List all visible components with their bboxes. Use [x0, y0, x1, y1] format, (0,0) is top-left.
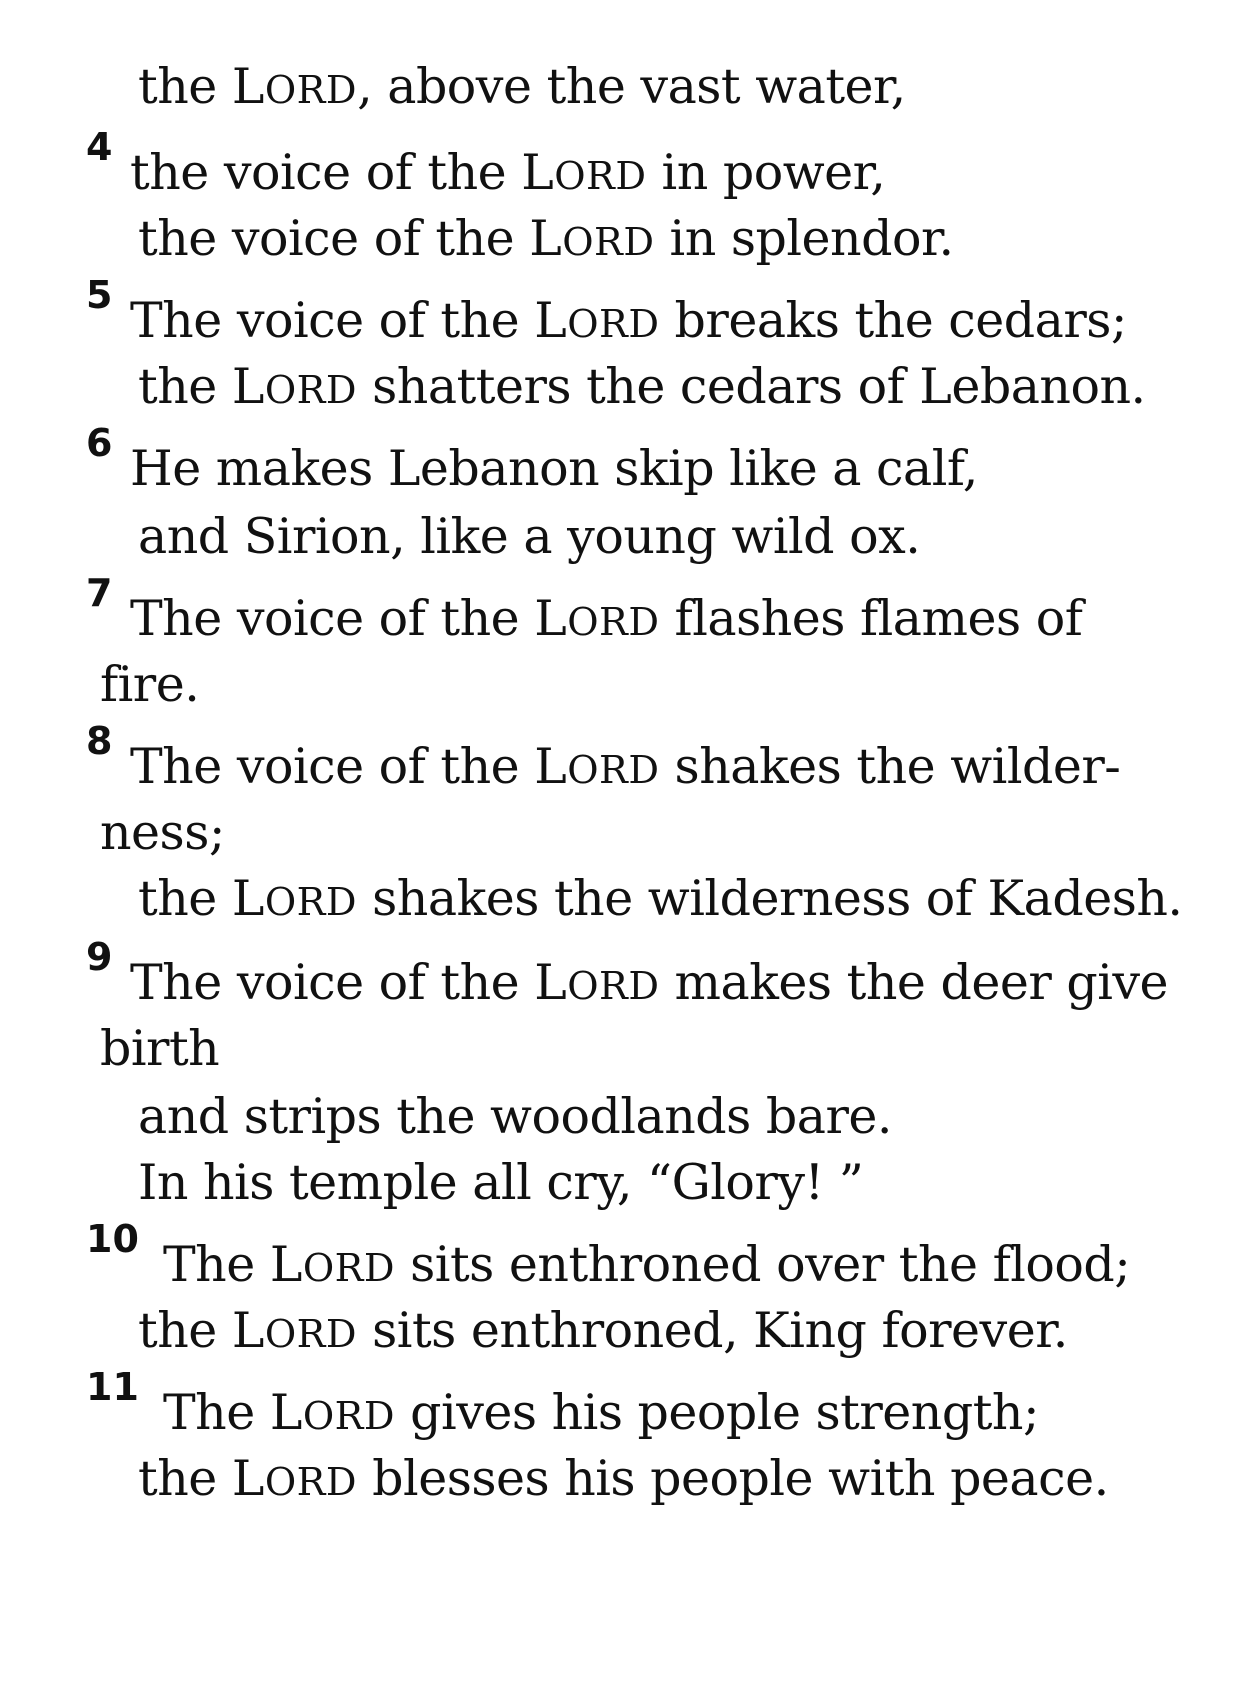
verse-number: 4: [86, 125, 113, 169]
text-fragment: fire.: [100, 656, 200, 713]
text-line: [130, 440, 978, 497]
divine-name-smallcaps: LORD: [534, 292, 660, 349]
text-fragment: makes the deer give: [659, 954, 1169, 1011]
text-fragment: breaks the cedars;: [659, 292, 1127, 349]
text-line: [138, 1154, 864, 1211]
text-fragment: the: [138, 1302, 232, 1359]
divine-name-smallcaps: LORD: [534, 590, 660, 647]
verse-number: 8: [86, 719, 113, 763]
text-fragment: The voice of the: [130, 738, 535, 795]
divine-name-smallcaps: LORD: [529, 210, 655, 267]
text-line: [138, 358, 1146, 415]
text-fragment: gives his people strength;: [395, 1384, 1039, 1441]
text-line: [138, 1302, 1068, 1359]
text-fragment: ness;: [100, 804, 225, 861]
text-line: [130, 590, 1083, 647]
verse-number: 9: [86, 935, 113, 979]
divine-name-smallcaps: LORD: [231, 1450, 358, 1507]
text-line: [130, 738, 1121, 795]
divine-name-smallcaps: LORD: [269, 1384, 396, 1441]
text-line: [130, 292, 1127, 349]
text-line: [138, 58, 906, 115]
text-line: [100, 804, 225, 861]
text-fragment: in splendor.: [654, 210, 954, 267]
text-line: [138, 870, 1183, 927]
text-fragment: birth: [100, 1020, 220, 1077]
divine-name-smallcaps: LORD: [534, 954, 660, 1011]
text-fragment: in power,: [646, 144, 886, 201]
text-fragment: The voice of the: [130, 590, 535, 647]
text-line: [138, 1450, 1109, 1507]
text-fragment: and strips the woodlands bare.: [138, 1088, 892, 1145]
text-line: [138, 1088, 892, 1145]
text-line: [130, 954, 1169, 1011]
divine-name-smallcaps: LORD: [231, 58, 358, 115]
text-fragment: the voice of the: [138, 210, 530, 267]
divine-name-smallcaps: LORD: [521, 144, 647, 201]
text-fragment: He makes Lebanon skip like a calf,: [130, 440, 978, 497]
text-fragment: shakes the wilder-: [659, 738, 1121, 795]
text-fragment: In his temple all cry, “Glory! ”: [138, 1154, 864, 1211]
text-fragment: blesses his people with peace.: [357, 1450, 1109, 1507]
text-fragment: sits enthroned, King forever.: [357, 1302, 1068, 1359]
divine-name-smallcaps: LORD: [269, 1236, 396, 1293]
divine-name-smallcaps: LORD: [231, 870, 358, 927]
text-fragment: The voice of the: [130, 954, 535, 1011]
text-fragment: The: [163, 1236, 270, 1293]
text-fragment: shatters the cedars of Lebanon.: [357, 358, 1146, 415]
text-fragment: the: [138, 58, 232, 115]
text-fragment: sits enthroned over the flood;: [395, 1236, 1131, 1293]
text-fragment: and Sirion, like a young wild ox.: [138, 508, 921, 565]
text-line: [138, 508, 921, 565]
text-line: [130, 144, 886, 201]
verse-number: 5: [86, 273, 113, 317]
divine-name-smallcaps: LORD: [231, 358, 358, 415]
text-fragment: The voice of the: [130, 292, 535, 349]
text-fragment: The: [163, 1384, 270, 1441]
divine-name-smallcaps: LORD: [231, 1302, 358, 1359]
text-line: [100, 656, 200, 713]
verse-number: 10: [86, 1217, 139, 1261]
text-fragment: the voice of the: [130, 144, 522, 201]
text-fragment: the: [138, 1450, 232, 1507]
verse-number: 6: [86, 421, 113, 465]
verse-number: 11: [86, 1365, 139, 1409]
text-fragment: , above the vast water,: [357, 58, 906, 115]
verse-number: 7: [86, 571, 113, 615]
text-line: [163, 1384, 1039, 1441]
text-line: [163, 1236, 1131, 1293]
text-fragment: flashes flames of: [659, 590, 1083, 647]
text-fragment: the: [138, 358, 232, 415]
divine-name-smallcaps: LORD: [534, 738, 660, 795]
text-line: [138, 210, 954, 267]
text-fragment: shakes the wilderness of Kadesh.: [357, 870, 1183, 927]
text-line: [100, 1020, 220, 1077]
text-fragment: the: [138, 870, 232, 927]
